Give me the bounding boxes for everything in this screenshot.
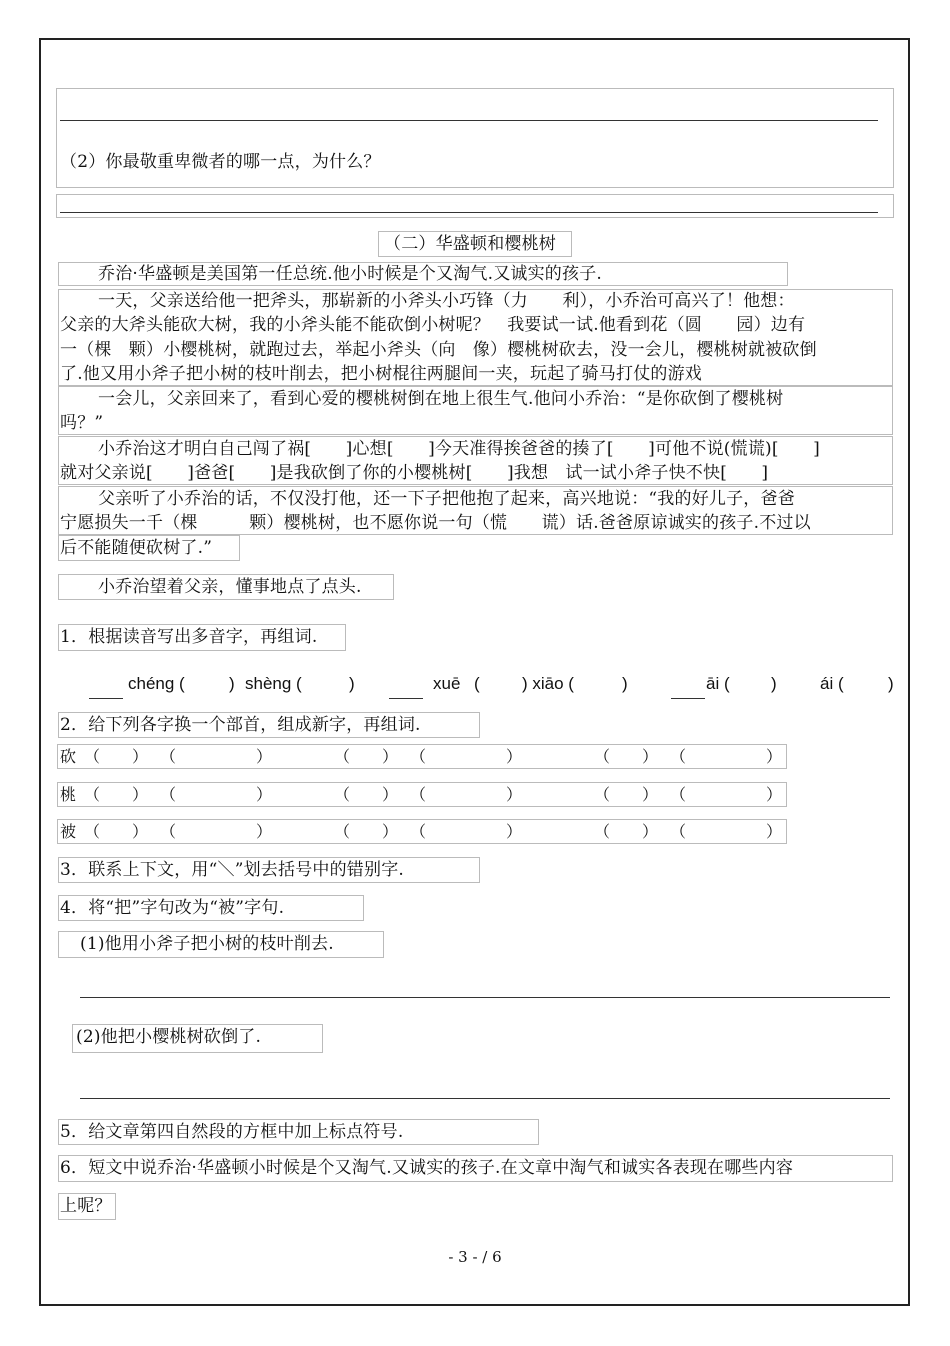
story-p5-line3: 后不能随便砍树了.” [60, 538, 213, 558]
story-p4-line2: 就对父亲说[ ]爸爸[ ]是我砍倒了你的小樱桃树[ ]我想 试一试小斧子快不快[ ] [60, 463, 769, 483]
paren-open: （ [160, 747, 177, 766]
paren-open: （ [594, 785, 611, 804]
paren-close: ） [256, 747, 273, 766]
paren-close: ） [506, 747, 523, 766]
story-p3-line1: 一会儿，父亲回来了，看到心爱的樱桃树倒在地上很生气.他问小乔治：“是你砍倒了樱桃树 [98, 389, 784, 409]
story-p4-line1: 小乔治这才明白自己闯了祸[ ]心想[ ]今天准得挨爸爸的揍了[ ]可他不说(慌谎)[ ] [98, 439, 820, 459]
story-p6: 小乔治望着父亲，懂事地点了点头. [98, 577, 362, 597]
paren-close: ） [642, 822, 659, 841]
radical-row [57, 782, 787, 807]
paren-close: ） [256, 822, 273, 841]
answer-line[interactable] [80, 997, 890, 998]
story-p2-line2: 父亲的大斧头能砍大树，我的小斧头能不能砍倒小树呢？ 我要试一试.他看到花（圆 园）边有 [60, 315, 806, 335]
paren-open: （ [84, 785, 101, 804]
question-6-line2: 上呢？ [60, 1196, 112, 1216]
story-p2-line3: 一（棵 颗）小樱桃树，就跑过去，举起小斧头（向 像）樱桃树砍去，没一会儿，樱桃树就被砍倒 [60, 340, 817, 360]
paren-close: ） [766, 822, 783, 841]
paren-close: ） [506, 785, 523, 804]
pinyin-paren: ) [888, 674, 894, 693]
answer-blank[interactable] [389, 679, 423, 699]
pinyin-row [0, 674, 950, 700]
paren-open: （ [160, 785, 177, 804]
paren-close: ） [382, 785, 399, 804]
paren-close: ） [132, 747, 149, 766]
pinyin-paren: ) [349, 674, 355, 693]
pinyin-xiao: ) xiāo ( [522, 674, 574, 693]
story-p5-line2: 宁愿损失一千（棵 颗）樱桃树，也不愿你说一句（慌 谎）话.爸爸原谅诚实的孩子.不过以 [60, 513, 811, 533]
question-3: 3．联系上下文，用“＼”划去括号中的错别字. [60, 860, 405, 880]
sentence-1: (1)他用小斧子把小树的枝叶削去. [80, 934, 334, 954]
paren-open: （ [84, 747, 101, 766]
paren-close: ） [642, 747, 659, 766]
paren-open: （ [670, 785, 687, 804]
question-6-line1: 6．短文中说乔治·华盛顿小时候是个又淘气.又诚实的孩子.在文章中淘气和诚实各表现在哪些内容 [60, 1158, 794, 1178]
page-number: - 3 - / 6 [448, 1248, 502, 1266]
question-1-title: 1．根据读音写出多音字，再组词. [60, 627, 318, 647]
paren-close: ） [766, 785, 783, 804]
pinyin-ai1: āi ( [706, 674, 730, 693]
story-p2-line4: 了.他又用小斧子把小树的枝叶削去，把小树棍往两腿间一夹，玩起了骑马打仗的游戏 [60, 364, 703, 384]
radical-char: 被 [60, 822, 77, 841]
pinyin-sheng: shèng ( [245, 674, 302, 693]
story-p1: 乔治·华盛顿是美国第一任总统.他小时候是个又淘气.又诚实的孩子. [98, 264, 603, 284]
paren-open: （ [334, 785, 351, 804]
paren-open: （ [410, 785, 427, 804]
page-frame [39, 38, 910, 1306]
pinyin-xue: xuē [433, 674, 461, 693]
pinyin-paren: ( [474, 674, 480, 693]
sentence-2: (2)他把小樱桃树砍倒了. [76, 1027, 262, 1047]
answer-blank[interactable] [89, 679, 123, 699]
pinyin-paren: ) [229, 674, 235, 693]
pinyin-cheng: chéng ( [128, 674, 185, 693]
answer-line[interactable] [80, 1098, 890, 1099]
radical-char: 砍 [60, 747, 77, 766]
story-p5-line1: 父亲听了小乔治的话，不仅没打他，还一下子把他抱了起来，高兴地说：“我的好儿子，爸爸 [98, 489, 795, 509]
paren-open: （ [594, 747, 611, 766]
answer-blank[interactable] [671, 679, 705, 699]
pinyin-paren: ) [771, 674, 777, 693]
section-title: （二）华盛顿和樱桃树 [384, 234, 556, 254]
answer-box-2 [56, 194, 894, 218]
paren-open: （ [410, 747, 427, 766]
paren-close: ） [506, 822, 523, 841]
paren-open: （ [334, 822, 351, 841]
story-p2-line1: 一天，父亲送给他一把斧头，那崭新的小斧头小巧锋（力 利），小乔治可高兴了！他想： [98, 291, 795, 311]
paren-open: （ [670, 747, 687, 766]
paren-open: （ [670, 822, 687, 841]
paren-close: ） [132, 822, 149, 841]
pinyin-paren: ) [622, 674, 628, 693]
radical-char: 桃 [60, 785, 77, 804]
paren-close: ） [642, 785, 659, 804]
question-respect: （2）你最敬重卑微者的哪一点，为什么？ [60, 152, 381, 172]
paren-close: ） [256, 785, 273, 804]
paren-close: ） [382, 747, 399, 766]
answer-line [60, 120, 878, 121]
radical-row [57, 819, 787, 844]
question-4-title: 4．将“把”字句改为“被”字句. [60, 898, 285, 918]
paren-open: （ [410, 822, 427, 841]
paren-close: ） [382, 822, 399, 841]
paren-open: （ [84, 822, 101, 841]
radical-row [57, 744, 787, 769]
pinyin-ai2: ái ( [820, 674, 844, 693]
question-2-title: 2．给下列各字换一个部首，组成新字，再组词. [60, 715, 421, 735]
paren-close: ） [766, 747, 783, 766]
paren-close: ） [132, 785, 149, 804]
paren-open: （ [334, 747, 351, 766]
answer-line [60, 212, 878, 213]
story-p3-line2: 吗？” [60, 413, 104, 433]
paren-open: （ [160, 822, 177, 841]
question-5: 5．给文章第四自然段的方框中加上标点符号. [60, 1122, 404, 1142]
paren-open: （ [594, 822, 611, 841]
